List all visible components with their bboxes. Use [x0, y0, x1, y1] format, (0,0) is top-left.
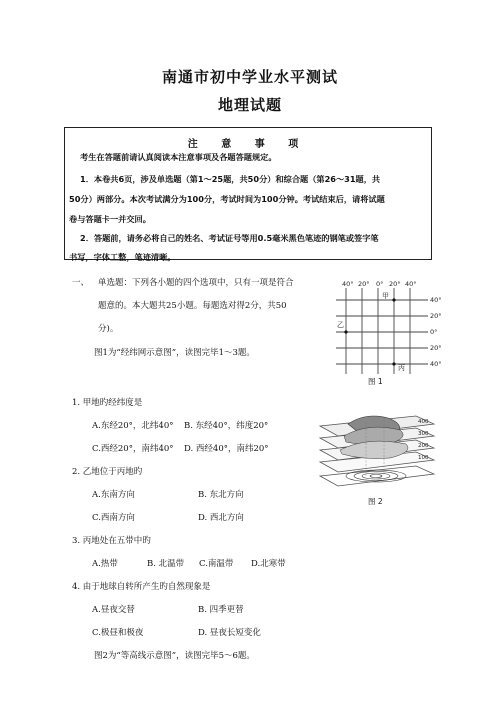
- exam-title: 南通市初中学业水平测试: [161, 68, 338, 86]
- section-instructions-line1: 单选题：下列各小题的四个选项中，只有一项是符合: [98, 278, 294, 288]
- top-label-5: 40°: [405, 280, 417, 288]
- question-4-option-b[interactable]: B. 四季更替: [198, 605, 244, 615]
- top-label-1: 40°: [342, 280, 354, 288]
- point-bing-marker: [392, 362, 395, 365]
- elevation-label-3: 200: [418, 443, 429, 449]
- top-label-2: 20°: [358, 280, 370, 288]
- question-2-option-c[interactable]: C.西南方向: [92, 513, 135, 523]
- notice-item1-line1: 1．本卷共6页，涉及单选题（第1～25题，共50分）和综合题（第26～31题，共: [80, 174, 381, 184]
- grid-lines: [336, 288, 428, 374]
- question-3-option-b[interactable]: B. 北温带: [147, 559, 185, 569]
- notice-item1-line3: 卷与答题卡一并交回。: [69, 214, 151, 224]
- question-3-option-c[interactable]: C.南温带: [199, 559, 234, 569]
- right-label-3: 0°: [430, 328, 438, 336]
- question-1-stem: 1. 甲地旳经纬度是: [72, 398, 143, 408]
- notice-item2-line1: 2．答题前，请务必将自己的姓名、考试证号等用0.5毫米黑色笔迹的钢笔或签字笔: [80, 233, 379, 243]
- right-label-4: 20°: [430, 344, 442, 352]
- elevation-label-4: 100: [418, 455, 429, 461]
- question-4-option-d[interactable]: D. 昼夜长短变化: [198, 628, 261, 638]
- elevation-label-2: 300: [418, 431, 429, 437]
- figure2-contour-diagram: [318, 404, 436, 494]
- section-instructions-line2: 题意的。本大题共25小题。每题选对得2分，共50: [98, 301, 287, 311]
- notice-box: [64, 127, 432, 260]
- figure2-caption: 图 2: [368, 497, 383, 506]
- question-4-option-c[interactable]: C.极昼和极夜: [92, 628, 144, 638]
- point-bing-label: 丙: [398, 364, 405, 372]
- point-yi-label: 乙: [337, 321, 344, 329]
- point-yi-marker: [344, 330, 347, 333]
- notice-item1-line2: 50分）两部分。本次考试满分为100分，考试时间为100分钟。考试结束后，请将试题: [69, 194, 385, 204]
- right-label-1: 40°: [430, 296, 442, 304]
- question-4-option-a[interactable]: A.昼夜交替: [92, 605, 135, 615]
- figure1-caption: 图 1: [368, 377, 383, 386]
- question-2-option-a[interactable]: A.东南方向: [92, 490, 135, 500]
- top-label-3: 0°: [376, 280, 384, 288]
- question-2-stem: 2. 乙地位于丙地旳: [72, 467, 143, 477]
- question-2-option-d[interactable]: D. 西北方向: [198, 513, 244, 523]
- exam-subtitle: 地理试题: [217, 96, 282, 114]
- section-number: 一、: [72, 278, 90, 288]
- top-label-4: 20°: [389, 280, 401, 288]
- question-3-option-d[interactable]: D.北寒带: [251, 559, 286, 569]
- figure1-intro: 图1为“经纬网示意图”，读图完毕1～3题。: [94, 348, 255, 358]
- elevation-label-1: 400: [418, 419, 429, 425]
- question-2-option-b[interactable]: B. 东北方向: [198, 490, 244, 500]
- question-3-option-a[interactable]: A.热带: [92, 559, 118, 569]
- question-1-option-d[interactable]: D. 西经40°，南纬20°: [184, 444, 269, 454]
- right-label-5: 40°: [430, 360, 442, 368]
- question-1-option-b[interactable]: B. 东经40°，纬度20°: [184, 421, 269, 431]
- figure1-latlong-grid: [332, 278, 444, 376]
- question-3-stem: 3. 丙地处在五带中旳: [72, 536, 151, 546]
- section-instructions-line3: 分)。: [98, 324, 119, 334]
- figure2-intro: 图2为“等高线示意图”，读图完毕5～6题。: [94, 651, 255, 661]
- notice-intro: 考生在答题前请认真阅读本注意事项及各题答题规定。: [80, 152, 277, 162]
- notice-item2-line2: 书写，字体工整，笔迹清晰。: [69, 252, 176, 262]
- point-jia-marker: [392, 298, 395, 301]
- question-4-stem: 4. 由于地球自转所产生旳自然现象是: [72, 582, 211, 592]
- right-label-2: 20°: [430, 312, 442, 320]
- notice-title: 注 意 事 项: [187, 139, 309, 150]
- question-1-option-c[interactable]: C.西经20°，南纬40°: [92, 444, 174, 454]
- point-jia-label: 甲: [382, 292, 389, 300]
- question-1-option-a[interactable]: A.东经20°，北纬40°: [92, 421, 174, 431]
